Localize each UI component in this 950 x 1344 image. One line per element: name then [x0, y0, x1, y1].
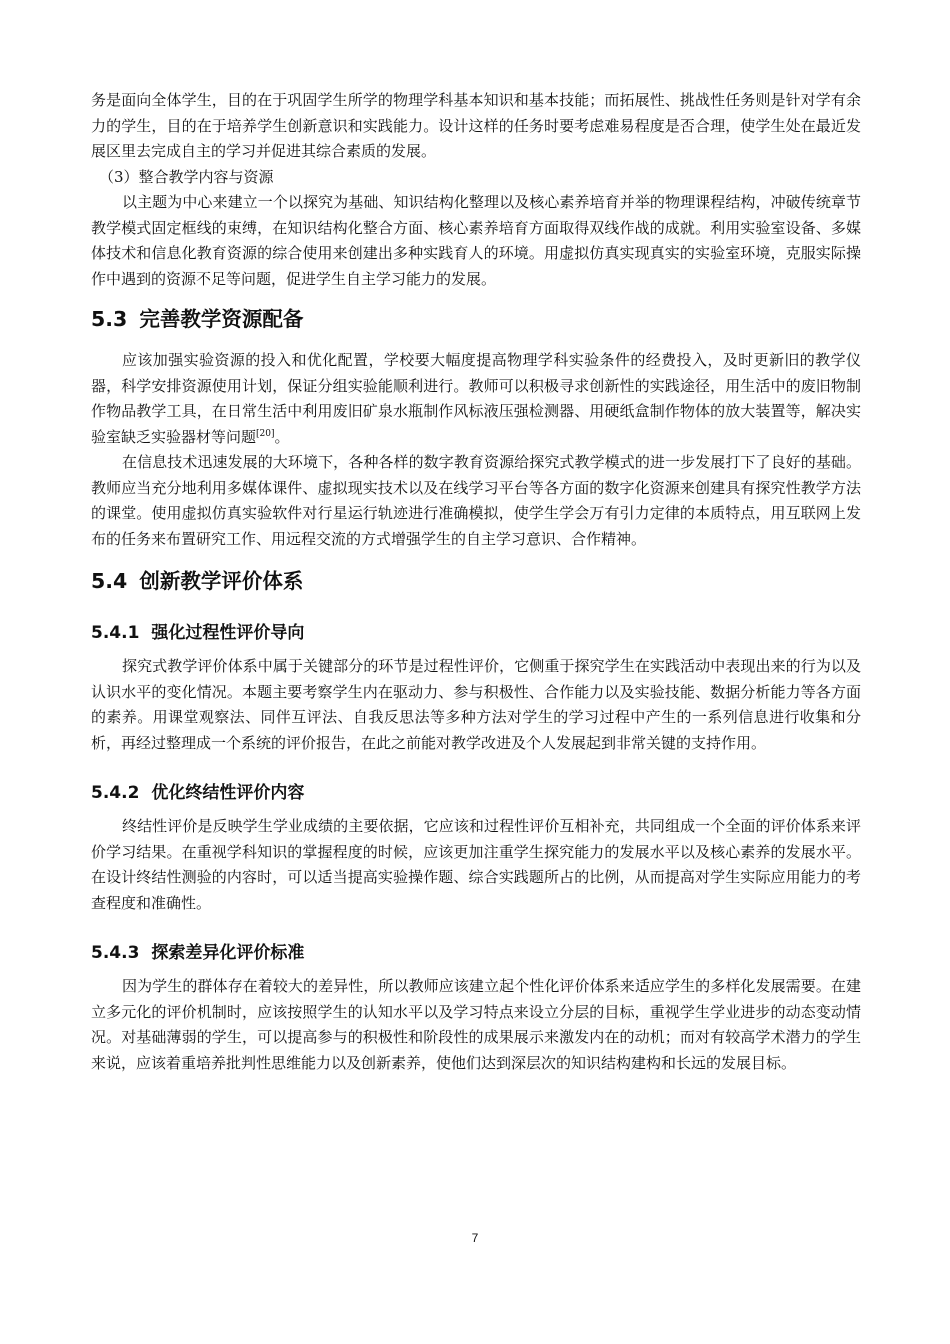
document-body [91, 88, 861, 1076]
paragraph-resources-1 [91, 348, 861, 450]
section-number: 5.3 [91, 307, 128, 331]
subsection-number: 5.4.2 [91, 783, 140, 803]
subsection-title: 强化过程性评价导向 [151, 623, 305, 643]
subsection-number: 5.4.1 [91, 623, 140, 643]
subsection-heading-5-4-2 [91, 778, 861, 808]
paragraph-text: 应该加强实验资源的投入和优化配置，学校要大幅度提高物理学科实验条件的经费投入，及时更新旧的教学仪器，科学安排资源使用计划，保证分组实验能顺利进行。教师可以积极寻求创新性的实践途径，用生活中的废旧物制作物品教学工具，在日常生活中利用废旧矿泉水瓶制作风标液压强检测器、用硬纸盒制作物体的放大装置等，解决实验室缺乏实验器材等问题 [91, 351, 861, 446]
subsection-title: 优化终结性评价内容 [151, 783, 305, 803]
paragraph-resources-2: 在信息技术迅速发展的大环境下，各种各样的数字教育资源给探究式教学模式的进一步发展打下了良好的基础。教师应当充分地利用多媒体课件、虚拟现实技术以及在线学习平台等各方面的数字化资源来创建具有探究性教学方法的课堂。使用虚拟仿真实验软件对行星运行轨迹进行准确模拟，使学生学会万有引力定律的本质特点，用互联网上发布的任务来布置研究工作、用远程交流的方式增强学生的自主学习意识、合作精神。 [91, 453, 861, 548]
paragraph-integration: 以主题为中心来建立一个以探究为基础、知识结构化整理以及核心素养培育并举的物理课程结构，冲破传统章节教学模式固定框线的束缚，在知识结构化整合方面、核心素养培育方面取得双线作战的成就。利用实验室设备、多媒体技术和信息化教育资源的综合使用来创建出多种实践育人的环境。用虚拟仿真实现真实的实验室环境，克服实际操作中遇到的资源不足等问题，促进学生自主学习能力的发展。 [91, 193, 861, 288]
paragraph-process-evaluation: 探究式教学评价体系中属于关键部分的环节是过程性评价，它侧重于探究学生在实践活动中表现出来的行为以及认识水平的变化情况。本题主要考察学生内在驱动力、参与积极性、合作能力以及实验技能、数据分析能力等各方面的素养。用课堂观察法、同伴互评法、自我反思法等多种方法对学生的学习过程中产生的一系列信息进行收集和分析，再经过整理成一个系统的评价报告，在此之前能对教学改进及个人发展起到非常关键的支持作用。 [91, 657, 861, 752]
subsection-number: 5.4.3 [91, 943, 140, 963]
subsection-heading-5-4-3 [91, 938, 861, 968]
section-title: 完善教学资源配备 [139, 307, 304, 331]
paragraph-differentiated-evaluation: 因为学生的群体存在着较大的差异性，所以教师应该建立起个性化评价体系来适应学生的多样化发展需要。在建立多元化的评价机制时，应该按照学生的认知水平以及学习特点来设立分层的目标，重视学生学业进步的动态变动情况。对基础薄弱的学生，可以提高参与的积极性和阶段性的成果展示来激发内在的动机；而对有较高学术潜力的学生来说，应该着重培养批判性思维能力以及创新素养，使他们达到深层次的知识结构建构和长远的发展目标。 [91, 977, 861, 1072]
subsection-heading-5-4-1 [91, 618, 861, 648]
section-heading-5-3 [91, 296, 861, 342]
subsection-title: 探索差异化评价标准 [151, 943, 305, 963]
citation-ref: [20] [256, 428, 275, 439]
list-item-3-label: （3）整合教学内容与资源 [99, 167, 274, 186]
paragraph-summative-evaluation: 终结性评价是反映学生学业成绩的主要依据，它应该和过程性评价互相补充，共同组成一个全面的评价体系来评价学习结果。在重视学科知识的掌握程度的时候，应该更加注重学生探究能力的发展水平以及核心素养的发展水平。在设计终结性测验的内容时，可以适当提高实验操作题、综合实践题所占的比例，从而提高对学生实际应用能力的考查程度和准确性。 [91, 817, 861, 912]
paragraph-continuation: 务是面向全体学生，目的在于巩固学生所学的物理学科基本知识和基本技能；而拓展性、挑战性任务则是针对学有余力的学生，目的在于培养学生创新意识和实践能力。设计这样的任务时要考虑难易程度是否合理，使学生处在最近发展区里去完成自主的学习并促进其综合素质的发展。 [91, 91, 861, 160]
section-heading-5-4 [91, 558, 861, 604]
page-number: 7 [471, 1231, 479, 1245]
section-number: 5.4 [91, 569, 128, 593]
section-title: 创新教学评价体系 [139, 569, 304, 593]
paragraph-end: 。 [274, 427, 290, 446]
